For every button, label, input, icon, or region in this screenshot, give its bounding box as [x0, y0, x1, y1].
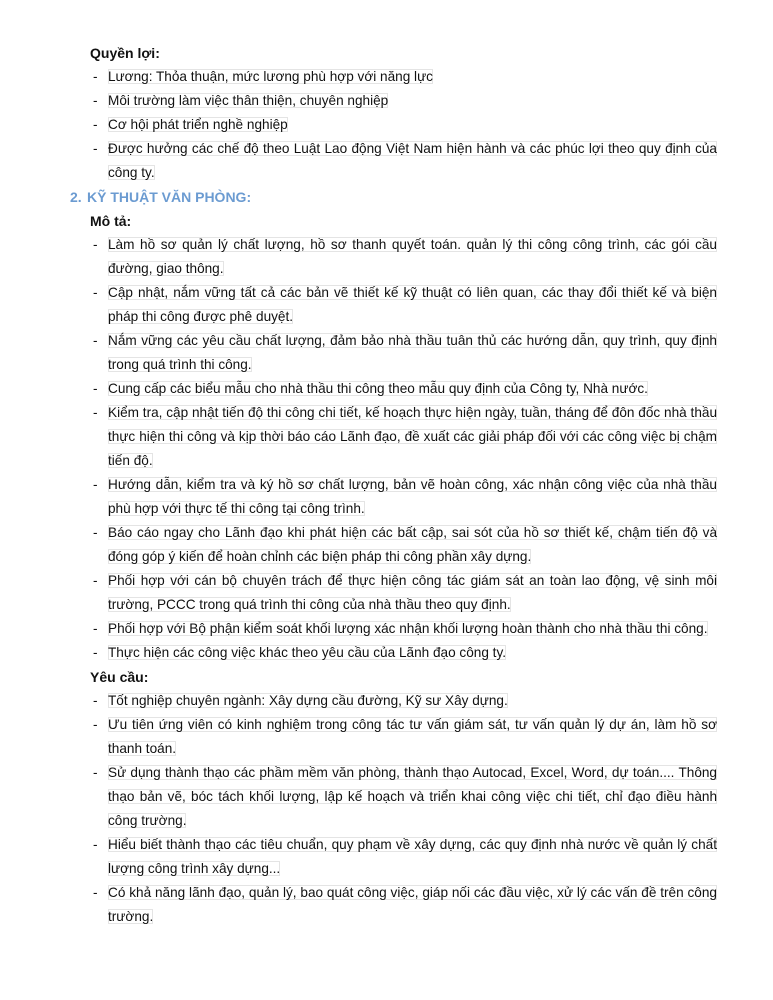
list-item	[93, 713, 717, 761]
description-text: Nắm vững các yêu cầu chất lượng, đảm bảo nhà thầu tuân thủ các hướng dẫn, quy trình, quy định trong quá trình thi công.	[108, 333, 717, 372]
list-item	[93, 569, 717, 617]
list-item	[93, 881, 717, 929]
benefits-title: Quyền lợi:	[90, 45, 160, 61]
description-text: Thực hiện các công việc khác theo yêu cầu của Lãnh đạo công ty.	[108, 645, 507, 660]
description-text: Làm hồ sơ quản lý chất lượng, hồ sơ thanh quyết toán. quản lý thi công công trình, các gói cầu đường, giao thông.	[108, 237, 717, 276]
description-title: Mô tả:	[90, 213, 132, 229]
bullet-dash: -	[93, 621, 98, 636]
list-item	[93, 641, 717, 665]
description-text: Hướng dẫn, kiểm tra và ký hồ sơ chất lượng, bản vẽ hoàn công, xác nhận công việc của nhà thầu phù hợp với thực tế thi công tại công trình.	[108, 477, 717, 516]
description-text: Phối hợp với Bộ phận kiểm soát khối lượng xác nhận khối lượng hoàn thành cho nhà thầu thi công.	[108, 621, 708, 636]
benefit-text: Lương: Thỏa thuận, mức lương phù hợp với năng lực	[108, 69, 433, 84]
bullet-dash: -	[93, 885, 98, 900]
description-text: Cung cấp các biểu mẫu cho nhà thầu thi công theo mẫu quy định của Công ty, Nhà nước.	[108, 381, 648, 396]
list-item	[93, 113, 717, 137]
list-item	[93, 89, 717, 113]
requirement-text: Có khả năng lãnh đạo, quản lý, bao quát công việc, giáp nối các đầu việc, xử lý các vấn đề trên công trường.	[108, 885, 717, 924]
bullet-dash: -	[93, 645, 98, 660]
list-item	[93, 833, 717, 881]
benefit-text: Cơ hội phát triển nghề nghiệp	[108, 117, 288, 132]
benefit-text: Được hưởng các chế độ theo Luật Lao động Việt Nam hiện hành và các phúc lợi theo quy định của công ty.	[108, 141, 717, 180]
list-item	[93, 761, 717, 833]
list-item	[93, 401, 717, 473]
list-item	[93, 329, 717, 377]
bullet-dash: -	[93, 693, 98, 708]
bullet-dash: -	[93, 477, 98, 492]
list-item	[93, 281, 717, 329]
section-title: KỸ THUẬT VĂN PHÒNG:	[87, 189, 252, 205]
list-item	[93, 617, 717, 641]
list-item	[93, 137, 717, 185]
list-item	[93, 233, 717, 281]
section-heading	[70, 185, 251, 209]
requirement-text: Hiểu biết thành thạo các tiêu chuẩn, quy phạm về xây dựng, các quy định nhà nước về quản lý chất lượng công trình xây dựng...	[108, 837, 717, 876]
bullet-dash: -	[93, 405, 98, 420]
description-text: Phối hợp với cán bộ chuyên trách để thực hiện công tác giám sát an toàn lao động, vệ sinh môi trường, PCCC trong quá trình thi công của nhà thầu theo quy định.	[108, 573, 717, 612]
bullet-dash: -	[93, 237, 98, 252]
list-item	[93, 65, 717, 89]
bullet-dash: -	[93, 573, 98, 588]
bullet-dash: -	[93, 765, 98, 780]
section-number: 2.	[70, 189, 82, 205]
requirements-title: Yêu cầu:	[90, 669, 149, 685]
list-item	[93, 377, 717, 401]
bullet-dash: -	[93, 381, 98, 396]
description-text: Cập nhật, nắm vững tất cả các bản vẽ thiết kế kỹ thuật có liên quan, các thay đổi thiết kế và biện pháp thi công được phê duyệt.	[108, 285, 717, 324]
list-item	[93, 689, 717, 713]
bullet-dash: -	[93, 69, 98, 84]
list-item	[93, 473, 717, 521]
requirement-text: Ưu tiên ứng viên có kinh nghiệm trong công tác tư vấn giám sát, tư vấn quản lý dự án, làm hồ sơ thanh toán.	[108, 717, 717, 756]
bullet-dash: -	[93, 117, 98, 132]
benefit-text: Môi trường làm việc thân thiện, chuyên nghiệp	[108, 93, 389, 108]
description-text: Kiểm tra, cập nhật tiến độ thi công chi tiết, kế hoạch thực hiện ngày, tuần, tháng để đôn đốc nhà thầu thực hiện thi công và kịp thời báo cáo Lãnh đạo, đề xuất các giải pháp đối với các công việc bị chậm tiến độ.	[108, 405, 717, 468]
requirement-text: Sử dụng thành thạo các phầm mềm văn phòng, thành thạo Autocad, Excel, Word, dự toán.... Thông thạo bản vẽ, bóc tách khối lượng, lập kế hoạch và triển khai công việc chi tiết, chỉ đạo điều hành công trường.	[108, 765, 717, 828]
bullet-dash: -	[93, 525, 98, 540]
bullet-dash: -	[93, 837, 98, 852]
description-text: Báo cáo ngay cho Lãnh đạo khi phát hiện các bất cập, sai sót của hồ sơ thiết kế, chậm tiến độ và đóng góp ý kiến để hoàn chỉnh các biện pháp thi công phần xây dựng.	[108, 525, 717, 564]
list-item	[93, 521, 717, 569]
bullet-dash: -	[93, 141, 98, 156]
bullet-dash: -	[93, 717, 98, 732]
bullet-dash: -	[93, 285, 98, 300]
requirement-text: Tốt nghiệp chuyên ngành: Xây dựng cầu đường, Kỹ sư Xây dựng.	[108, 693, 508, 708]
bullet-dash: -	[93, 333, 98, 348]
bullet-dash: -	[93, 93, 98, 108]
